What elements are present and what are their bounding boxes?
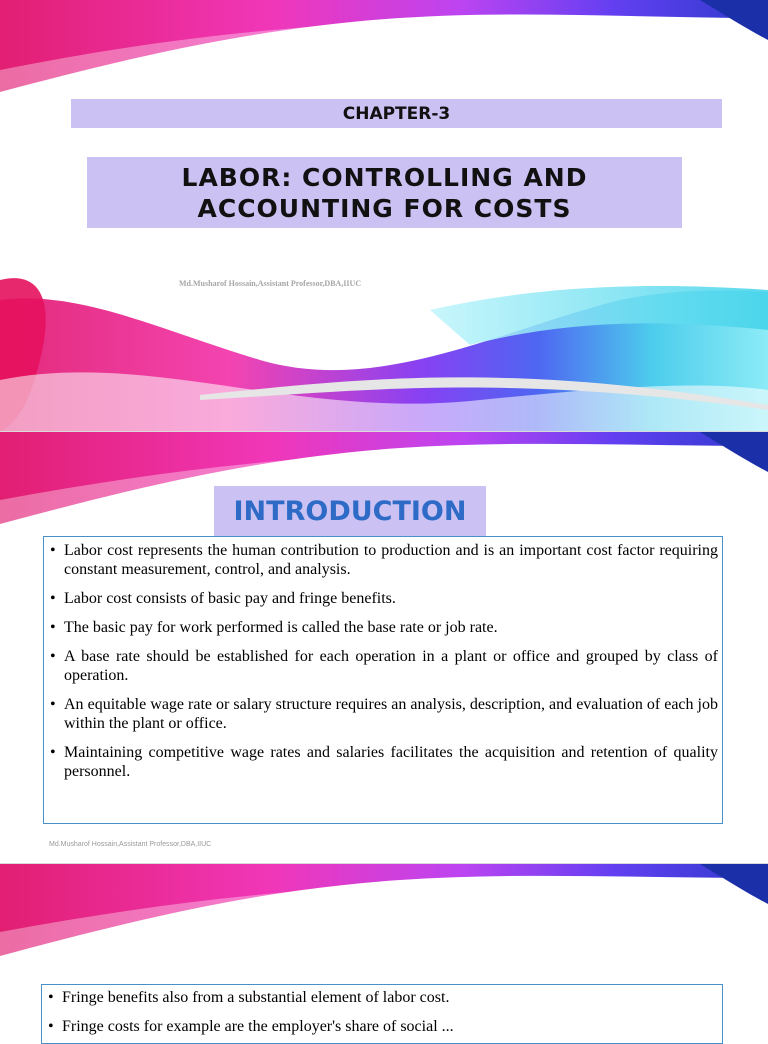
bullet-list-box [41, 984, 723, 1044]
section-heading [214, 486, 486, 537]
title-slide [0, 0, 768, 432]
title-line-2: ACCOUNTING FOR COSTS [197, 193, 572, 223]
bullet-item: • Labor cost consists of basic pay and fringe benefits. [50, 589, 718, 608]
title-line-1: LABOR: CONTROLLING AND [181, 162, 588, 192]
introduction-slide [0, 432, 768, 864]
bullet-item: • Fringe costs for example are the employer's share of social ... [48, 1017, 718, 1036]
fringe-benefits-slide [0, 864, 768, 1035]
bullet-item: • Maintaining competitive wage rates and salaries facilitates the acquisition and retention of quality personnel. [50, 743, 718, 781]
bullet-item: • Fringe benefits also from a substantial element of labor cost. [48, 988, 718, 1007]
bullet-item: • An equitable wage rate or salary structure requires an analysis, description, and evaluation of each job within the plant or office. [50, 695, 718, 733]
bullet-list [50, 541, 718, 781]
chapter-label [71, 99, 722, 128]
bullet-list [48, 988, 718, 1036]
slide-footer: Md.Musharof Hossain,Assistant Professor,DBA,IIUC [49, 841, 212, 848]
bullet-item: • Labor cost represents the human contribution to production and is an important cost factor requiring constant measurement, control, and analysis. [50, 541, 718, 579]
author-credit: Md.Musharof Hossain,Assistant Professor,DBA,IIUC [179, 279, 362, 288]
section-heading-text: INTRODUCTION [233, 496, 467, 527]
bullet-list-box [43, 536, 723, 824]
chapter-text: CHAPTER-3 [342, 103, 451, 124]
swoosh-decoration [0, 864, 768, 964]
bullet-item: • The basic pay for work performed is called the base rate or job rate. [50, 618, 718, 637]
slide-title [87, 157, 682, 228]
bullet-item: • A base rate should be established for each operation in a plant or office and grouped by class of operation. [50, 647, 718, 685]
